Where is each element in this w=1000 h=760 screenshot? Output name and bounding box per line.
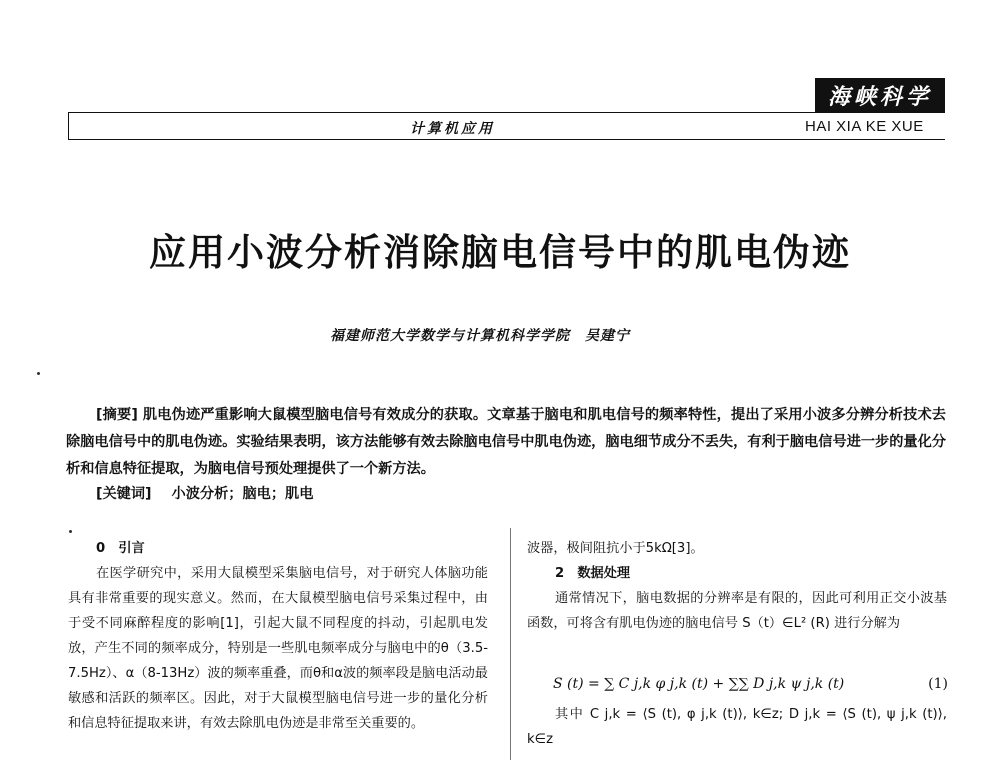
abstract — [66, 402, 946, 483]
coefficient-definition: 其中 C j,k = ⟨S (t), φ j,k (t)⟩, k∈z; D j,k = ⟨S (t), ψ j,k (t)⟩, k∈z — [527, 707, 947, 747]
scan-dot — [69, 530, 72, 533]
equation-1 — [553, 676, 948, 700]
keywords — [96, 483, 313, 503]
left-column — [68, 536, 488, 736]
journal-pinyin: HAI XIA KE XUE — [805, 118, 924, 135]
journal-name-badge: 海峡科学 — [815, 78, 945, 112]
equation-number: (1) — [928, 676, 948, 692]
abstract-label: [摘要] — [96, 407, 138, 423]
right-column-continued — [527, 702, 947, 752]
keywords-text: 小波分析；脑电；肌电 — [171, 486, 314, 502]
author-affiliation: 福建师范大学数学与计算机科学学院 吴建宁 — [330, 328, 630, 344]
keywords-label: [关键词] — [96, 486, 152, 502]
continued-line: 波器，极间阻抗小于5kΩ[3]。 — [527, 541, 704, 556]
abstract-text: 肌电伪迹严重影响大鼠模型脑电信号有效成分的获取。文章基于脑电和肌电信号的频率特性，提出了采用小波多分辨分析技术去除脑电信号中的肌电伪迹。实验结果表明，该方法能够有效去除脑电信号中肌电伪迹，脑电细节成分不丢失，有利于脑电信号进一步的量化分析和信息特征提取，为脑电信号预处理提供了一个新方法。 — [66, 407, 946, 477]
intro-paragraph: 在医学研究中，采用大鼠模型采集脑电信号，对于研究人体脑功能具有非常重要的现实意义。然而，在大鼠模型脑电信号采集过程中，由于受不同麻醉程度的影响[1]，引起大鼠不同程度的抖动，引起肌电发放，产生不同的频率成分，特别是一些肌电频率成分与脑电中的θ（3.5-7.5Hz）、α（8-13Hz）波的频率重叠，而θ和α波的频率段是脑电活动最敏感和活跃的频率区。因此，对于大鼠模型脑电信号进一步的量化分析和信息特征提取来讲，有效去除肌电伪迹是非常至关重要的。 — [68, 566, 488, 731]
paper-title: 应用小波分析消除脑电信号中的肌电伪迹 — [149, 230, 851, 274]
data-paragraph: 通常情况下，脑电数据的分辨率是有限的，因此可利用正交小波基函数，可将含有肌电伪迹的脑电信号 S（t）∈L² (R) 进行分解为 — [527, 591, 947, 631]
section-heading-intro: 0 引言 — [96, 541, 145, 556]
section-heading-data: 2 数据处理 — [555, 566, 631, 581]
right-column — [527, 536, 947, 636]
equation-text: S (t) = ∑ C j,k φ j,k (t) + ∑∑ D j,k ψ j,k (t) — [553, 676, 845, 692]
scan-dot — [37, 372, 40, 375]
section-label: 计算机应用 — [410, 121, 495, 137]
column-divider — [510, 528, 511, 760]
